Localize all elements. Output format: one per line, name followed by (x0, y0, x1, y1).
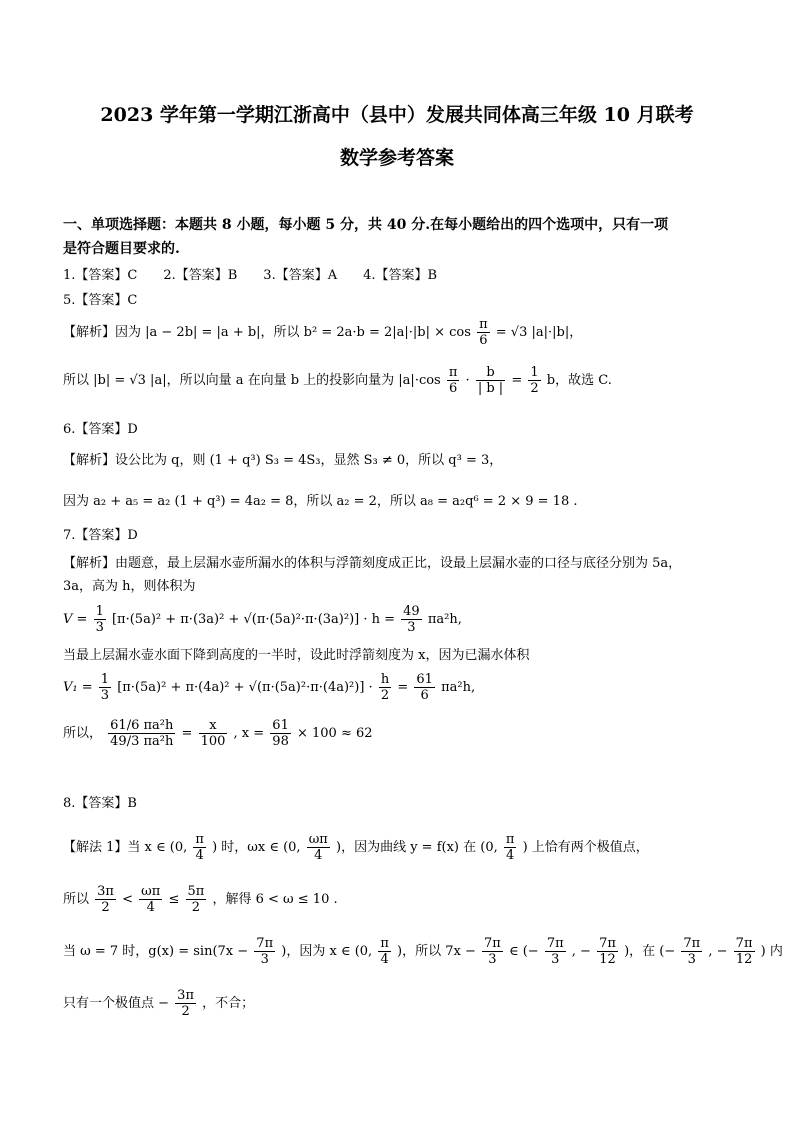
q5-line1: 【解析】因为 |a − 2b| = |a + b|，所以 b² = 2a·b = 2|a|·|b| × cos $\frac{\pi}{6}$ = √3 |a|·|b|， (63, 317, 583, 348)
answer-5: 5.【答案】C (63, 293, 138, 308)
answer-6: 6.【答案】D (63, 422, 138, 437)
q8-line3: 当 ω = 7 时，g(x) = sin(7x − $\frac{7\pi}{3}$ )，因为 x ∈ (0, $\frac{\pi}{4}$ )，所以 7x − $\frac{7\pi}{3}$ ∈ (− $\frac{7\pi}{3}$ , − $\frac{7\pi}{12}$ )，在 (− $\frac{7\pi}{3}$ , − $\frac{7\pi}{12}$ ) 内 (63, 936, 783, 967)
q7-line2: 3a，高为 h，则体积为 (63, 579, 196, 594)
q8-line2: 所以 $\frac{3\pi}{2}$ < $\frac{\omega\pi}{4}$ ≤ $\frac{5\pi}{2}$ ，解得 6 < ω ≤ 10 . (63, 884, 338, 915)
q7-volume-formula: V = $\frac{1}{3}$ [π·(5a)² + π·(3a)² + √(π·(5a)²·π·(3a)²)] · h = $\frac{49}{3}$ πa²h, (63, 604, 462, 635)
q6-line2: 因为 a₂ + a₅ = a₂ (1 + q³) = 4a₂ = 8，所以 a₂ = 2，所以 a₈ = a₂q⁶ = 2 × 9 = 18 . (63, 494, 578, 509)
q7-ratio: 所以， $\frac{\text{61/6 πa²h}}{\text{49/3 πa²h}}$ = $\frac{x}{100}$ , x = $\frac{61}{98}$ × 100 ≈ 62 (63, 718, 373, 749)
q7-line1: 【解析】由题意，最上层漏水壶所漏水的体积与浮箭刻度成正比，设最上层漏水壶的口径与底径分别为 5a， (63, 556, 682, 571)
q7-volume1-formula: V₁ = $\frac{1}{3}$ [π·(5a)² + π·(4a)² + √(π·(5a)²·π·(4a)²)] · $\frac{h}{2}$ = $\frac{61}{6}$ πa²h, (63, 672, 476, 703)
section-heading-cont: 是符合题目要求的. (63, 241, 180, 257)
answers-1-4: 1.【答案】C 2.【答案】B 3.【答案】A 4.【答案】B (63, 268, 438, 283)
page-subtitle: 数学参考答案 (339, 147, 454, 169)
q7-line3: 当最上层漏水壶水面下降到高度的一半时，设此时浮箭刻度为 x，因为已漏水体积 (63, 648, 530, 663)
q5-line2: 所以 |b| = √3 |a|，所以向量 a 在向量 b 上的投影向量为 |a|·cos $\frac{\pi}{6}$ · $\frac{b}{| b |}$ = $\frac{1}{2}$ b，故选 C. (63, 365, 612, 396)
page-title: 2023 学年第一学期江浙高中（县中）发展共同体高三年级 10 月联考 (100, 104, 694, 126)
q8-line4: 只有一个极值点 − $\frac{3\pi}{2}$ ，不合； (63, 988, 255, 1019)
q8-line1: 【解法 1】当 x ∈ (0, $\frac{\pi}{4}$ ) 时，ωx ∈ (0, $\frac{\omega\pi}{4}$ )，因为曲线 y = f(x) 在 (0, $\frac{\pi}{4}$ ) 上恰有两个极值点， (63, 832, 649, 863)
answer-7: 7.【答案】D (63, 528, 138, 543)
q6-line1: 【解析】设公比为 q，则 (1 + q³) S₃ = 4S₃，显然 S₃ ≠ 0，所以 q³ = 3， (63, 453, 503, 468)
answer-8: 8.【答案】B (63, 796, 137, 811)
section-heading: 一、单项选择题：本题共 8 小题，每小题 5 分，共 40 分.在每小题给出的四个选项中，只有一项 (63, 217, 669, 233)
